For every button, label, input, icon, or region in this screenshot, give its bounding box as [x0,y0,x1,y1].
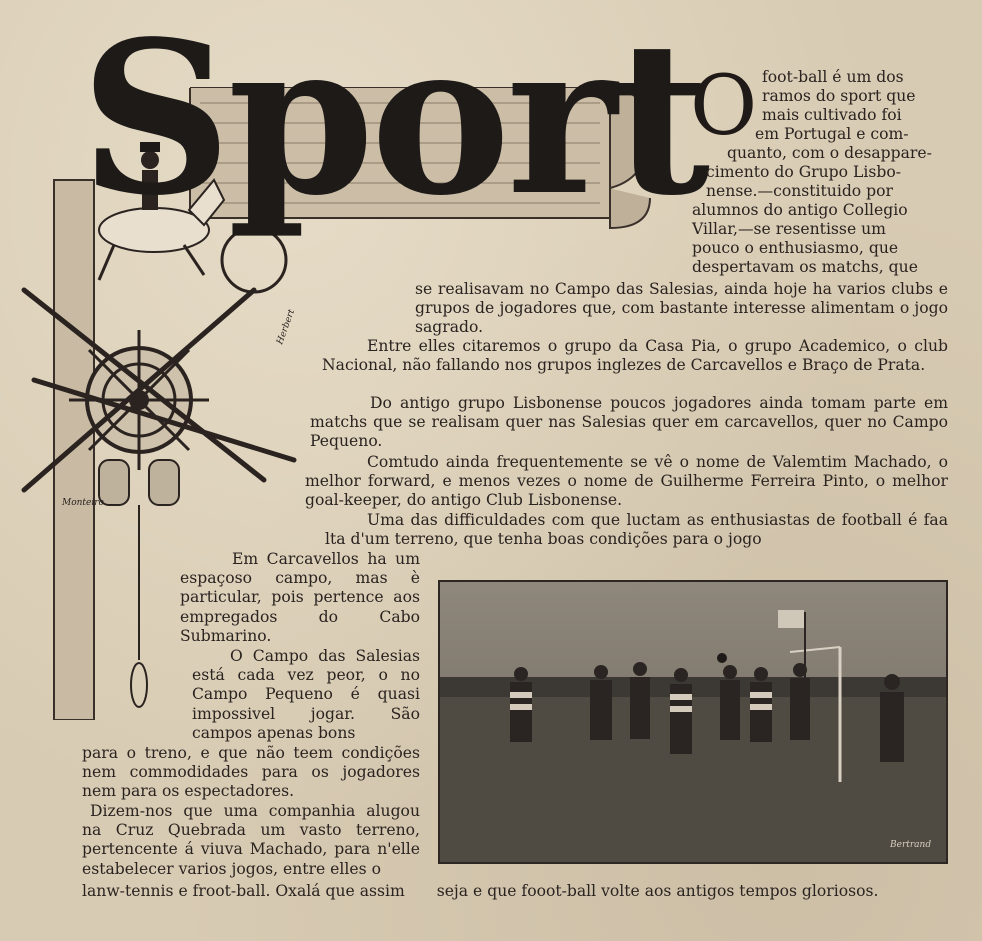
paragraph-3: Do antigo grupo Lisbonense poucos jogadores ainda tomam parte em matchs que se realisam quer nas Salesias quer em carcavellos, quer no Campo Pequeno. [310,394,948,451]
paragraph-1-rest: se realisavam no Campo das Salesias, ainda hoje ha varios clubs e grupos de jogadores que, com bastante interesse alimentam o jogo sagrado. [415,280,948,337]
text-line: em Portugal e com- [755,125,909,143]
paragraph-5: Uma das difficuldades com que luctam as enthusiastas de football é faa lta d'um terreno, que tenha boas condições para o jogo [325,511,948,549]
paragraph-8: Dizem-nos que uma companhia alugou na Cruz Quebrada um vasto terreno, pertencente á viuva Machado, para n'elle estabelecer varios jogos, entre elles o [82,802,420,878]
text-line: foot-ball é um dos [762,68,904,86]
text-line: quanto, com o desappare- [727,144,932,162]
last-line-right: seja e que fooot-ball volte aos antigos tempos gloriosos. [436,882,879,900]
drop-cap: O [690,59,758,154]
text-line: Villar,—se resentisse um [692,220,886,238]
text-line: ramos do sport que [762,87,916,105]
football-match-image [440,582,946,862]
photo-signature: Bertrand [890,840,932,850]
artist-signature-right: Herbert [275,308,298,346]
paragraph-7b: para o treno, e que não teem condições nem commodidades para os jogadores nem para os espectadores. [82,744,420,801]
last-line-left: lanw-tennis e froot-ball. Oxalá que assim [82,882,405,900]
text-line: nense.—constituido por [706,182,893,200]
text-line: cimento do Grupo Lisbo- [706,163,901,181]
artist-signature-left: Monteiro [62,498,104,508]
paragraph-8-last-line [82,882,948,901]
text-line: despertavam os matchs, que [692,258,918,276]
page-title: Sport [80,0,707,242]
text-line: pouco o enthusiasmo, que [692,239,899,257]
paragraph-4: Comtudo ainda frequentemente se vê o nome de Valemtim Machado, o melhor forward, e menos vezes o nome de Guilherme Ferreira Pinto, o melhor goal-keeper, do antigo Club Lisbonense. [305,453,948,510]
paragraph-7: O Campo das Salesias está cada vez peor, o no Campo Pequeno é quasi impossivel jogar. São campos apenas bons [192,647,420,742]
football-match-photo [438,580,948,864]
ship-wheel-icon [69,330,209,470]
text-line: mais cultivado foi [762,106,902,124]
paragraph-6: Em Carcavellos ha um espaçoso campo, mas è particular, pois pertence aos empregados do Cabo Submarino. [180,550,420,645]
text-line: alumnos do antigo Collegio [692,201,908,219]
paragraph-2: Entre elles citaremos o grupo da Casa Pia, o grupo Academico, o club Nacional, não fallando nos grupos inglezes de Carcavellos e Braço de Prata. [322,337,948,375]
